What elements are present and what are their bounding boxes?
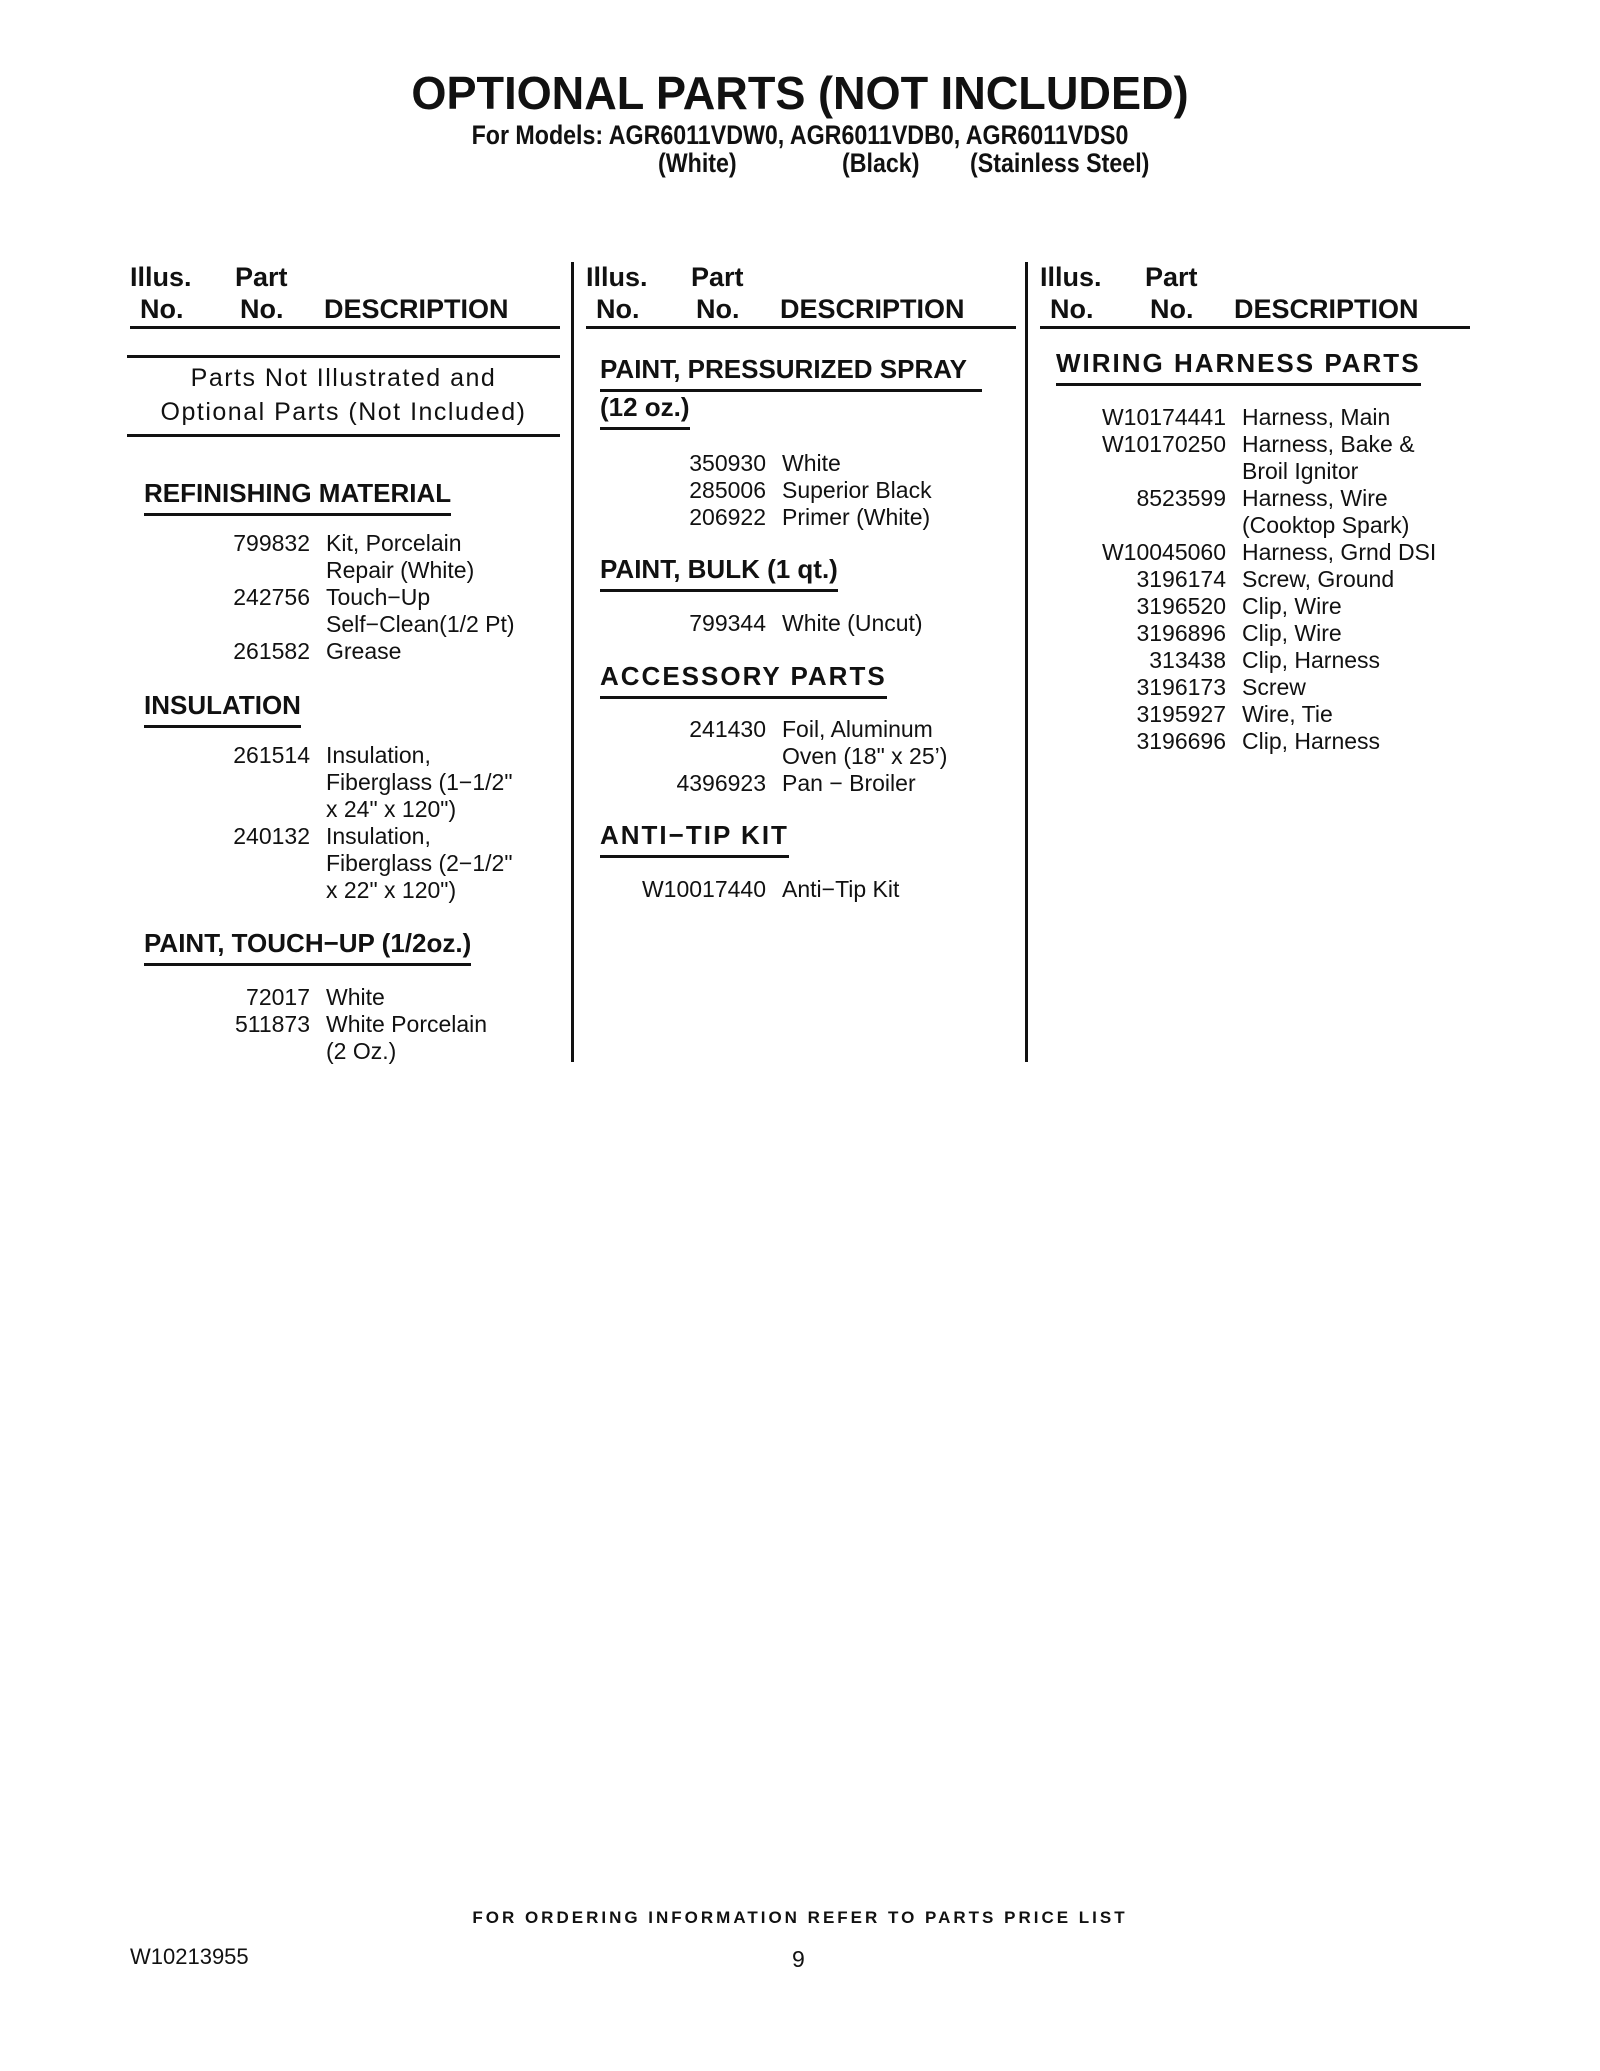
- section-title-spray: PAINT, PRESSURIZED SPRAY: [600, 354, 982, 392]
- section-title-touchup: PAINT, TOUCH−UP (1/2oz.): [144, 928, 471, 966]
- section-title-spray-size: (12 oz.): [600, 392, 690, 430]
- part-number: 261514: [233, 742, 310, 768]
- part-description: Fiberglass (1−1/2": [326, 769, 513, 795]
- section-title-antitip: ANTI−TIP KIT: [600, 820, 789, 858]
- part-number: 350930: [689, 450, 766, 476]
- part-no-label: No.: [1150, 294, 1194, 324]
- part-number: W10045060: [1101, 539, 1226, 565]
- document-number: W10213955: [130, 1944, 249, 1969]
- part-description: Foil, Aluminum: [782, 716, 933, 742]
- section-title-insulation: INSULATION: [144, 690, 301, 728]
- column-divider: [1025, 262, 1028, 1062]
- models-line: For Models: AGR6011VDW0, AGR6011VDB0, AGR6011VDS0: [471, 120, 1129, 150]
- part-number: 72017: [246, 984, 310, 1010]
- column-1-header: [130, 262, 570, 330]
- description-label: DESCRIPTION: [1234, 294, 1419, 324]
- part-number: 511873: [234, 1011, 310, 1037]
- illus-label: Illus.: [586, 262, 648, 292]
- part-description: Wire, Tie: [1242, 701, 1333, 727]
- description-label: DESCRIPTION: [780, 294, 965, 324]
- illus-no-label: No.: [596, 294, 640, 324]
- part-description: White: [326, 984, 385, 1010]
- part-description: Harness, Main: [1242, 404, 1391, 430]
- column-3-header: [1040, 262, 1480, 330]
- part-description: Broil Ignitor: [1242, 458, 1359, 484]
- part-number: 313438: [1149, 647, 1226, 673]
- header-rule: [586, 326, 1016, 329]
- illus-label: Illus.: [1040, 262, 1102, 292]
- part-description: Grease: [326, 638, 402, 664]
- part-description: Clip, Wire: [1242, 620, 1342, 646]
- column-divider: [571, 262, 574, 1062]
- part-number: 3196520: [1136, 593, 1226, 619]
- part-number: 261582: [233, 638, 310, 664]
- part-number: 241430: [689, 716, 766, 742]
- part-number: 8523599: [1136, 485, 1226, 511]
- section-title-wiring: WIRING HARNESS PARTS: [1056, 348, 1421, 386]
- part-label: Part: [691, 262, 744, 292]
- box-line-1: Parts Not Illustrated and: [190, 364, 497, 392]
- not-illustrated-box: [127, 355, 560, 437]
- box-line-2: Optional Parts (Not Included): [160, 398, 527, 426]
- part-description: Clip, Harness: [1242, 647, 1381, 673]
- part-number: 3195927: [1136, 701, 1226, 727]
- part-description: Superior Black: [782, 477, 932, 503]
- part-description: Insulation,: [326, 742, 431, 768]
- illus-no-label: No.: [1050, 294, 1094, 324]
- part-description: x 22" x 120"): [326, 877, 457, 903]
- part-description: Clip, Harness: [1242, 728, 1381, 754]
- part-description: Screw: [1242, 674, 1306, 700]
- page-title: OPTIONAL PARTS (NOT INCLUDED): [411, 67, 1189, 119]
- part-number: 240132: [233, 823, 310, 849]
- part-description: Primer (White): [782, 504, 931, 530]
- part-number: 799344: [689, 610, 766, 636]
- part-number: 3196174: [1136, 566, 1226, 592]
- part-description: White Porcelain: [326, 1011, 488, 1037]
- description-label: DESCRIPTION: [324, 294, 509, 324]
- part-number: 242756: [233, 584, 310, 610]
- part-description: Kit, Porcelain: [326, 530, 462, 556]
- part-number: 3196696: [1136, 728, 1226, 754]
- part-description: White: [782, 450, 841, 476]
- part-number: 285006: [689, 477, 766, 503]
- part-number: W10174441: [1101, 404, 1226, 430]
- part-description: Clip, Wire: [1242, 593, 1342, 619]
- part-description: Harness, Grnd DSI: [1242, 539, 1437, 565]
- part-description: Insulation,: [326, 823, 431, 849]
- variant-white: (White): [658, 148, 737, 178]
- illus-label: Illus.: [130, 262, 192, 292]
- part-number: W10170250: [1101, 431, 1226, 457]
- part-number: 3196173: [1136, 674, 1226, 700]
- part-number: 4396923: [676, 770, 766, 796]
- model-variants: [0, 148, 1600, 182]
- part-number: 3196896: [1136, 620, 1226, 646]
- part-description: White (Uncut): [782, 610, 923, 636]
- header-rule: [130, 326, 560, 329]
- part-description: Touch−Up: [326, 584, 431, 610]
- part-description: (2 Oz.): [326, 1038, 397, 1064]
- part-description: (Cooktop Spark): [1242, 512, 1410, 538]
- variant-black: (Black): [842, 148, 920, 178]
- part-no-label: No.: [696, 294, 740, 324]
- part-description: Fiberglass (2−1/2": [326, 850, 513, 876]
- part-label: Part: [235, 262, 288, 292]
- section-title-bulk: PAINT, BULK (1 qt.): [600, 554, 838, 592]
- header-rule: [1040, 326, 1470, 329]
- ordering-note: FOR ORDERING INFORMATION REFER TO PARTS PRICE LIST: [472, 1908, 1128, 1927]
- part-no-label: No.: [240, 294, 284, 324]
- part-number: 799832: [233, 530, 310, 556]
- part-description: Harness, Wire: [1242, 485, 1388, 511]
- part-description: Pan − Broiler: [782, 770, 916, 796]
- part-number: 206922: [689, 504, 766, 530]
- part-description: Screw, Ground: [1242, 566, 1395, 592]
- part-description: Oven (18" x 25’): [782, 743, 948, 769]
- illus-no-label: No.: [140, 294, 184, 324]
- part-description: Repair (White): [326, 557, 475, 583]
- column-2-header: [586, 262, 1026, 330]
- part-number: W10017440: [641, 876, 766, 902]
- page-number: 9: [792, 1946, 805, 1972]
- section-title-accessory: ACCESSORY PARTS: [600, 661, 887, 699]
- part-description: Harness, Bake &: [1242, 431, 1415, 457]
- part-description: Anti−Tip Kit: [782, 876, 900, 902]
- part-label: Part: [1145, 262, 1198, 292]
- variant-stainless: (Stainless Steel): [970, 148, 1150, 178]
- part-description: x 24" x 120"): [326, 796, 457, 822]
- section-title-refinishing: REFINISHING MATERIAL: [144, 478, 451, 516]
- part-description: Self−Clean(1/2 Pt): [326, 611, 515, 637]
